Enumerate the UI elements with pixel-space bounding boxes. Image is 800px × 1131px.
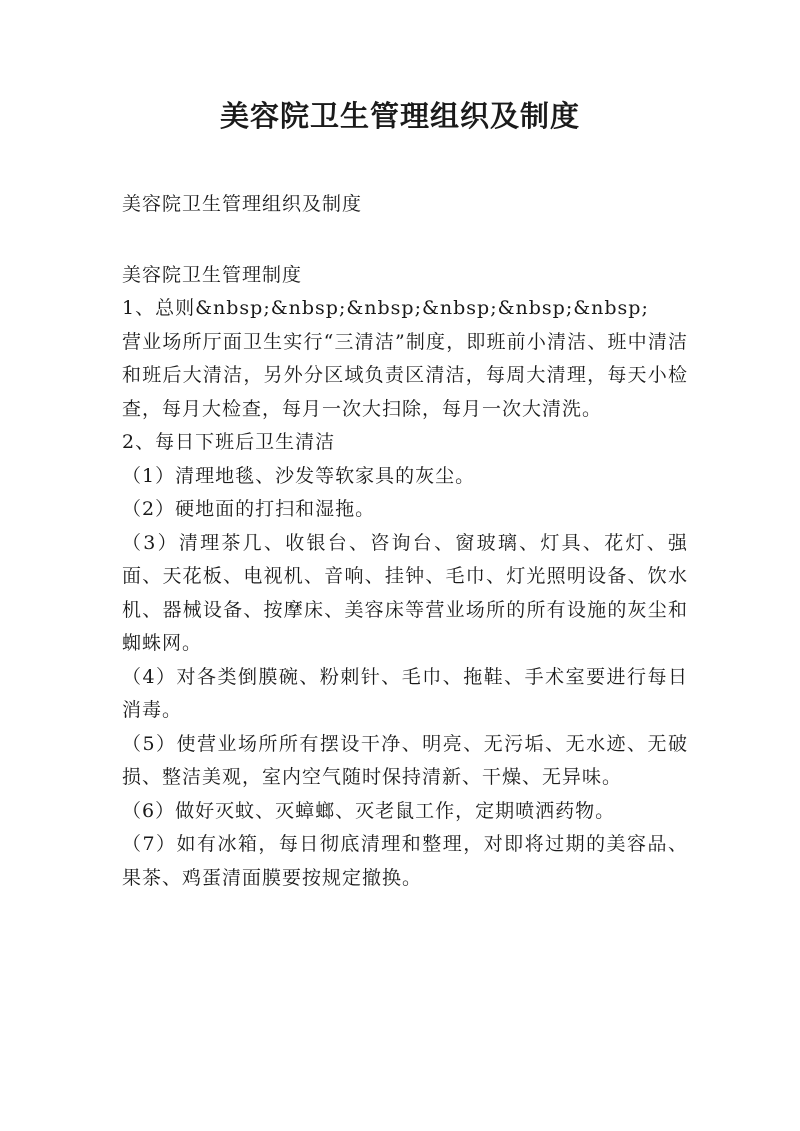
- paragraph-item-4: （4）对各类倒膜碗、粉刺针、毛巾、拖鞋、手术室要进行每日消毒。: [122, 665, 688, 721]
- document-subtitle: 美容院卫生管理组织及制度: [122, 193, 363, 215]
- document-title: 美容院卫生管理组织及制度: [219, 99, 580, 133]
- paragraph-item-7: （7）如有冰箱，每日彻底清理和整理，对即将过期的美容品、果茶、鸡蛋清面膜要按规定撤换。: [122, 833, 688, 889]
- paragraph-item-5: （5）使营业场所所有摆设干净、明亮、无污垢、无水迹、无破损、整洁美观，室内空气随时保持清新、干燥、无异味。: [122, 732, 688, 788]
- paragraph-daily-heading: 2、每日下班后卫生清洁: [122, 431, 336, 453]
- section-heading: 美容院卫生管理制度: [122, 263, 303, 286]
- paragraph-item-1: （1）清理地毯、沙发等软家具的灰尘。: [122, 464, 476, 487]
- paragraph-general-text: 营业场所厅面卫生实行“三清洁”制度，即班前小清洁、班中清洁和班后大清洁，另外分区域负责区清洁，每周大清理，每天小检查，每月大检查，每月一次大扫除，每月一次大清洗。: [122, 330, 688, 420]
- paragraph-item-2: （2）硬地面的打扫和湿拖。: [122, 498, 376, 520]
- document-body: [122, 188, 688, 895]
- paragraph-item-3: （3）清理茶几、收银台、咨询台、窗玻璃、灯具、花灯、强面、天花板、电视机、音响、挂钟、毛巾、灯光照明设备、饮水机、器械设备、按摩床、美容床等营业场所的所有设施的灰尘和蜘蛛网。: [122, 531, 688, 654]
- paragraph-item-6: （6）做好灭蚊、灭蟑螂、灭老鼠工作，定期喷洒药物。: [122, 799, 616, 822]
- paragraph-general-heading: 1、总则&nbsp;&nbsp;&nbsp;&nbsp;&nbsp;&nbsp;: [122, 297, 649, 319]
